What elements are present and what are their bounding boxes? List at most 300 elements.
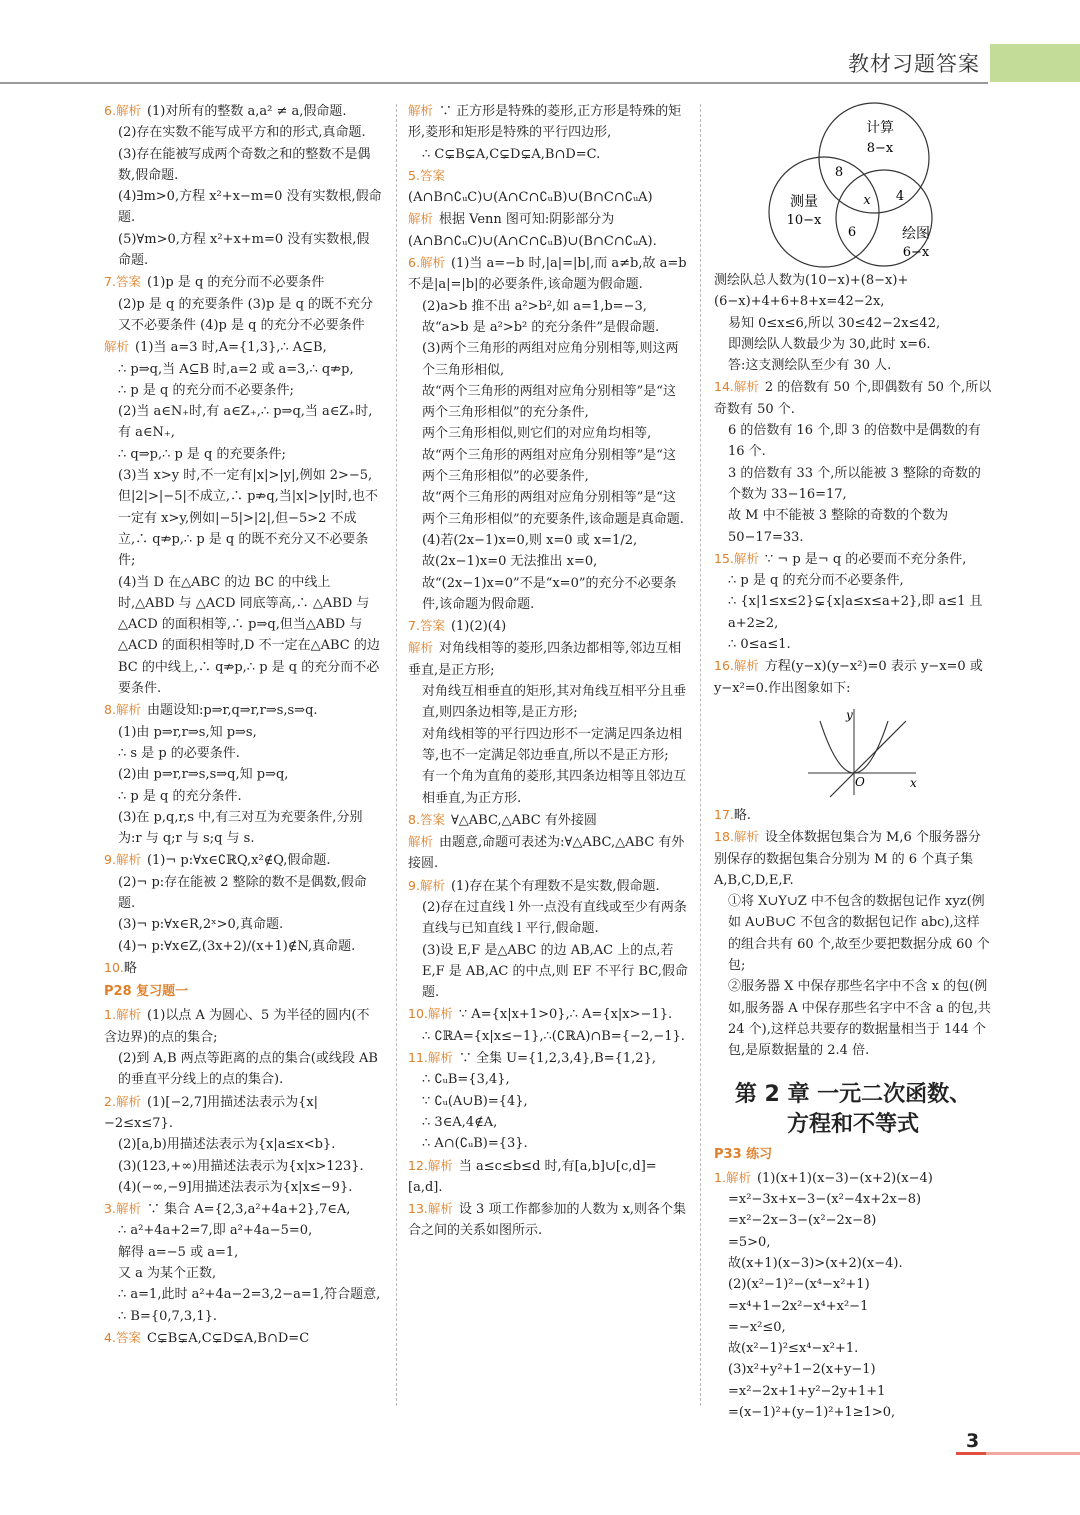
venn-label: x [863,193,871,208]
answer-line [714,1381,992,1402]
answer-line [104,722,382,743]
answer-line [714,463,992,506]
answer-text: 又 a 为某个正数, [118,1266,217,1282]
answer-line [714,420,992,463]
answer-line [714,548,992,570]
venn-label: 测量 [790,194,818,210]
question-number: 6. [104,103,116,118]
answer-text: =x²−3x+x−3−(x²−4x+2x−8) [728,1192,922,1208]
answer-line [714,1253,992,1274]
answer-tag: 解析 [115,1093,141,1109]
answer-text: (2)当 a∈N₊时,有 a∈Z₊,∴ p⇒q,当 a∈Z₊时,有 a∈N₊, [118,404,373,441]
answer-line [408,296,688,339]
answer-line [714,505,992,548]
answer-line [408,615,688,637]
answer-text: 故“两个三角形的两组对应角分别相等”是“这两个三角形相似”的充要条件,该命题是真命题. [422,490,684,527]
answer-item [408,165,688,209]
answer-text: ∴ p 是 q 的充分而不必要条件; [118,382,294,398]
question-number: 17. [714,806,734,822]
answer-text: (4)(−∞,−9]用描述法表示为{x|x≤−9}. [118,1179,353,1195]
question-number: 6. [408,255,420,271]
answer-line [408,809,688,831]
answer-line [408,1155,688,1199]
function-graph [802,703,922,798]
answer-line [408,766,688,809]
page-number-rule-accent [956,1452,986,1455]
answer-line [714,634,992,655]
answer-line [104,144,382,187]
answer-text: ∴ 0≤a≤1. [728,637,791,653]
question-number: 10. [104,959,124,975]
answer-line [104,1220,382,1241]
column-3 [714,100,992,1423]
chapter-title-line1: 第 2 章 一元二次函数、 [734,1081,972,1107]
answer-tag: 解析 [427,1006,453,1022]
answer-line [104,786,382,807]
origin-label: O [855,774,865,789]
answer-item [408,252,688,615]
answer-line [714,1210,992,1231]
answer-text: 2 的倍数有 50 个,即偶数有 50 个,所以奇数有 50 个. [714,380,992,417]
answer-line [104,100,382,122]
answer-line [714,1189,992,1210]
answer-text: ∴ s 是 p 的必要条件. [118,745,240,761]
answer-line [104,1048,382,1091]
answer-line [408,724,688,767]
answer-text: 略. [733,807,752,823]
answer-text: (4)∃m>0,方程 x²+x−m=0 没有实数根,假命题. [118,189,382,226]
section-heading: P33 练习 [714,1146,773,1162]
answer-text: ①将 X∪Y∪Z 中不包含的数据包记作 xyz(例如 A∪B∪C 不包含的数据包记作 abc),这样的组合共有 60 个,故至少要把数据分成 60 个包; [728,894,990,974]
answer-text: (2)¬ p:存在能被 2 整除的数不是偶数,假命题. [118,874,367,911]
answer-line [714,1274,992,1295]
answer-line [104,444,382,465]
answer-line [408,1091,688,1112]
answer-line [104,465,382,571]
answer-tag: 解析 [733,550,759,566]
venn-label: 4 [895,189,905,204]
answer-line [408,165,688,209]
answer-text: (3)¬ p:∀x∈R,2ˣ>0,真命题. [118,917,284,933]
answer-item [408,1003,688,1047]
answer-text: 答:这支测绘队至少有 30 人. [728,358,892,374]
answer-line [104,186,382,229]
answer-line [714,891,992,976]
answer-text: ②服务器 X 中保存那些名字中不含 x 的包(例如,服务器 A 中保存那些名字中不含 a 的包,共 24 个),这样总共要存的数据量相当于 144 个包,是原数据量的 2.4 倍. [728,979,991,1059]
answer-line [408,1047,688,1069]
answer-item [104,1004,382,1090]
answer-text: 有一个角为直角的菱形,其四条边相等且邻边互相垂直,为正方形. [422,769,687,806]
column-divider [700,104,701,1406]
column-1 [104,100,382,1349]
answer-line [714,1338,992,1359]
answer-tag: 解析 [427,1050,453,1066]
answer-text: (3)设 E,F 是△ABC 的边 AB,AC 上的点,若 E,F 是 AB,AC 的中点,则 EF 不平行 BC,假命题. [422,942,688,1001]
question-number: 7. [104,274,116,290]
answer-text: (1)当 a=−b 时,|a|=|b|,而 a≠b,故 a=b 不是|a|=|b|的必要条件,该命题为假命题. [408,256,687,293]
venn-label: 绘图 [902,226,930,242]
answer-group [104,100,382,979]
venn-label: 8−x [866,141,894,156]
answer-line [408,530,688,551]
answer-item [408,831,688,875]
question-number: 8. [408,811,420,827]
answer-line [104,1004,382,1048]
answer-text: (2)由 p⇒r,r⇒s,s⇒q,知 p⇒q, [118,767,289,783]
answer-text: 设全体数据包集合为 M,6 个服务器分别保存的数据包集合分别为 M 的 6 个真子集 A,B,C,D,E,F. [714,830,981,888]
answer-tag: 解析 [419,877,445,893]
answer-line [104,936,382,957]
venn-label: 10−x [786,213,822,228]
answer-text: (3)x²+y²+1−2(x+y−1) [728,1362,876,1378]
question-number: 13. [408,1201,428,1217]
answer-text: 两个三角形相似,则它们的对应角均相等, [422,426,652,442]
question-number: 4. [104,1329,116,1345]
answer-line [408,100,688,144]
answer-text: =x²−2x−3−(x²−2x−8) [728,1213,877,1229]
answer-item [408,1047,688,1154]
answer-line [104,872,382,915]
answer-line [714,655,992,699]
answer-line [104,1327,382,1349]
answer-item [714,270,992,376]
answer-line [714,1232,992,1253]
header-color-tab [990,44,1080,82]
answer-text: ∴ a²+4a+2=7,即 a²+4a−5=0, [118,1223,313,1239]
answer-text: (1)[−2,7]用描述法表示为{x|−2≤x≤7}. [104,1094,319,1131]
answer-line [104,699,382,721]
answer-text: C⊊B⊊A,C⊊D⊊A,B∩D=C [146,1330,310,1346]
question-number: 5. [408,167,420,183]
answer-group [714,1167,992,1424]
answer-item [714,826,992,1061]
answer-text: =(x−1)²+(y−1)²+1≥1>0, [728,1405,896,1421]
answer-text: (2)存在过直线 l 外一点没有直线或至少有两条直线与已知直线 l 平行,假命题. [422,899,687,937]
answer-item [104,849,382,956]
answer-line [408,445,688,488]
answer-text: ∴ p 是 q 的充分条件. [118,788,242,804]
answer-line [104,1091,382,1135]
answer-line [408,338,688,381]
venn-label: 计算 [866,120,894,136]
page-number: 3 [966,1430,980,1452]
answer-tag: 解析 [419,255,445,271]
answer-text: 略 [123,960,137,976]
answer-item [408,615,688,637]
answer-line [104,271,382,293]
answer-tag: 答案 [115,1329,141,1345]
answer-text: (4)当 D 在△ABC 的边 BC 的中线上时,△ABD 与 △ACD 同底等高,∴ △ABD 与△ACD 的面积相等,∴ p⇒q,但当△ABD 与△ACD 的面积相等时,D 不一定在△ABC 的边 BC 的中线上,∴ q⇏p,∴ p 是 q 的充分而不必要条件. [118,574,380,697]
answer-line [104,1156,382,1177]
answer-text: 故(x²−1)²≤x⁴−x²+1. [728,1341,859,1357]
answer-line [104,401,382,444]
answer-line [714,1402,992,1423]
answer-line [104,1242,382,1263]
question-number: 9. [408,877,420,893]
answer-text: (1)对所有的整数 a,a² ≠ a,假命题. [146,104,347,119]
answer-line [104,1306,382,1327]
answer-group [714,804,992,1062]
answer-line [408,423,688,444]
x-axis-label: x [910,775,917,790]
answer-tag: 解析 [104,339,130,355]
answer-line [104,1198,382,1220]
answer-tag: 答案 [115,274,141,290]
answer-line [408,637,688,681]
answer-text: 测绘队总人数为(10−x)+(8−x)+(6−x)+4+6+8+x=42−2x, [714,273,909,310]
answer-line [408,381,688,424]
answer-item [714,804,992,826]
answer-item [104,957,382,979]
answer-text: =5>0, [728,1234,771,1250]
answer-tag: 解析 [408,834,434,850]
answer-line [714,804,992,826]
answer-line [104,764,382,785]
answer-line [714,826,992,891]
answer-line [714,313,992,334]
answer-text: ∵ 正方形是特殊的菱形,正方形是特殊的矩形,菱形和矩形是特殊的平行四边形, [408,104,682,141]
answer-text: ∴ ∁ᵤB={3,4}, [422,1072,510,1088]
answer-text: 3 的倍数有 33 个,所以能被 3 整除的奇数的个数为 33−16=17, [728,465,981,502]
answer-text: (1)(2)(4) [450,619,507,635]
answer-line [104,743,382,764]
line-y-equals-x [830,721,906,797]
answer-text: ∵ ∁ᵤ(A∪B)={4}, [422,1093,528,1109]
answer-text: (1)p 是 q 的充分而不必要条件 [146,275,325,291]
answer-item [104,100,382,271]
answer-text: 故 M 中不能被 3 整除的奇数的个数为 50−17=33. [728,508,949,545]
answer-line [408,144,688,165]
answer-line [714,376,992,420]
question-number: 10. [408,1006,428,1022]
answer-item [408,875,688,1004]
section-heading: P28 复习题一 [104,984,189,1000]
answer-line [714,570,992,591]
answer-tag: 解析 [427,1201,453,1217]
answer-line [104,572,382,700]
answer-tag: 解析 [115,702,141,718]
answer-text: (1)¬ p:∀x∈∁ℝQ,x²∉Q,假命题. [146,853,331,869]
answer-text: (3)当 x>y 时,不一定有|x|>|y|,例如 2>−5,但|2|>|−5|不成立,∴ p⇏q,当|x|>|y|时,也不一定有 x>y,例如|−5|>|2|,但−5>2 不成立,∴ q⇏p,∴ p 是 q 的既不充分又不必要条件; [118,468,379,569]
answer-text: (1)(x+1)(x−3)−(x+2)(x−4) [756,1170,933,1186]
answer-tag: 解析 [733,829,759,845]
answer-text: (3)(123,+∞)用描述法表示为{x|x>123}. [118,1158,364,1174]
answer-text: 故“两个三角形的两组对应角分别相等”是“这两个三角形相似”的必要条件, [422,447,676,485]
venn-label: 8 [834,165,844,180]
answer-line [104,359,382,380]
answer-tag: 解析 [427,1157,453,1173]
answer-text: ∀△ABC,△ABC 有外接圆 [450,812,597,828]
answer-text: (3)两个三角形的两组对应角分别相等,则这两个三角形相似, [422,341,679,378]
answer-text: ∴ C⊊B⊊A,C⊊D⊊A,B∩D=C. [422,146,601,162]
answer-text: (2)p 是 q 的充要条件 (3)p 是 q 的既不充分又不必要条件 (4)p 是 q 的充分不必要条件 [118,296,374,333]
answer-text: 故(2x−1)x=0 无法推出 x=0, [422,554,598,570]
answer-text: (2)存在实数不能写成平方和的形式,真命题. [118,125,366,141]
answer-line [714,1167,992,1189]
answer-text: ∴ B={0,7,3,1}. [118,1308,218,1324]
answer-item [408,1198,688,1242]
answer-line [104,229,382,272]
answer-text: 当 a≤c≤b≤d 时,有[a,b]∪[c,d]=[a,d]. [408,1158,657,1195]
answer-group [104,1004,382,1349]
answer-text: (1)存在某个有理数不是实数,假命题. [450,878,660,894]
answer-item [714,1167,992,1424]
answer-tag: 解析 [733,658,759,674]
answer-line [408,252,688,296]
answer-text: (2)[a,b)用描述法表示为{x|a≤x<b}. [118,1137,336,1153]
answer-tag: 解析 [115,852,141,868]
page-header-title: 教材习题答案 [848,52,980,76]
answer-item [104,336,382,699]
answer-tag: 解析 [115,103,141,118]
answer-item [408,1155,688,1199]
venn-label: 6 [847,225,857,240]
answer-text: 由题意,命题可表述为:∀△ABC,△ABC 有外接圆. [408,835,685,872]
question-number: 2. [104,1093,116,1109]
answer-line [104,294,382,337]
answer-line [714,1359,992,1380]
answer-text: =x⁴+1−2x²−x⁴+x²−1 [728,1298,869,1314]
answer-text: ∵ A={x|x+1>0},∴ A={x|x>−1}. [458,1007,673,1023]
answer-tag: 解析 [733,379,759,395]
answer-text: ∴ p⇒q,当 A⊆B 时,a=2 或 a=3,∴ q⇏p, [118,361,354,377]
answer-line [104,336,382,358]
answer-text: =x²−2x+1+y²−2y+1+1 [728,1383,886,1399]
answer-item [714,376,992,547]
answer-line [408,940,688,1004]
answer-line [104,957,382,979]
answer-line [714,1296,992,1317]
question-number: 14. [714,379,734,395]
venn-diagram [764,100,944,268]
answer-text: 即测绘队人数最少为 30,此时 x=6. [728,336,931,352]
answer-text: (3)在 p,q,r,s 中,有三对互为充要条件,分别为:r 与 q;r 与 s;q 与 s. [118,809,363,847]
answer-text: 解得 a=−5 或 a=1, [118,1244,239,1260]
question-number: 8. [104,702,116,718]
answer-text: 根据 Venn 图可知:阴影部分为(A∩B∩∁ᵤC)∪(A∩C∩∁ᵤB)∪(B∩C∩∁ᵤA). [408,212,657,249]
answer-group [408,100,688,1242]
answer-line [408,681,688,724]
answer-line [408,875,688,897]
answer-line [104,1177,382,1198]
answer-text: 易知 0≤x≤6,所以 30≤42−2x≤42, [728,315,941,331]
answer-item [714,548,992,655]
answer-text: 故“两个三角形的两组对应角分别相等”是“这两个三角形相似”的充分条件, [422,383,676,421]
answer-item [104,1091,382,1198]
answer-line [408,208,688,252]
answer-line [408,897,688,940]
answer-line [104,1263,382,1284]
answer-text: (4)若(2x−1)x=0,则 x=0 或 x=1/2, [422,532,638,548]
answer-line [408,1133,688,1154]
answer-line [408,487,688,530]
answer-tag: 解析 [408,640,434,656]
question-number: 16. [714,658,734,674]
answer-item [714,655,992,699]
column-2 [408,100,688,1242]
venn-label: 6−x [902,245,930,260]
answer-line [408,1069,688,1090]
answer-text: 故(x+1)(x−3)>(x+2)(x−4). [728,1255,903,1271]
answer-text: (1)以点 A 为圆心、5 为半径的圆内(不含边界)的点的集合; [104,1008,370,1045]
answer-text: 故“(2x−1)x=0”不是“x=0”的充分不必要条件,该命题为假命题. [422,575,677,612]
chapter-title-line2: 方程和不等式 [786,1111,919,1137]
answer-text: ∴ 3∈A,4∉A, [422,1114,498,1130]
answer-line [714,334,992,355]
answer-line [714,591,992,634]
answer-item [104,1327,382,1349]
answer-line [408,1198,688,1242]
answer-line [104,807,382,850]
answer-item [408,100,688,165]
answer-text: 设 3 项工作都参加的人数为 x,则各个集合之间的关系如图所示. [408,1202,687,1239]
question-number: 1. [104,1007,116,1023]
answer-line [714,976,992,1061]
answer-line [408,831,688,875]
answer-line [408,1026,688,1047]
header-rule [0,82,988,84]
answer-text: ∴ p 是 q 的充分而不必要条件, [728,573,904,589]
answer-line [714,1317,992,1338]
answer-item [104,699,382,849]
answer-text: ∴ {x|1≤x≤2}⊊{x|a≤x≤a+2},即 a≤1 且 a+2≥2, [728,594,983,631]
question-number: 3. [104,1201,116,1217]
answer-text: 由题设知:p⇒r,q⇒r,r⇒s,s⇒q. [146,703,318,719]
answer-text: ∴ a=1,此时 a²+4a−2=3,2−a=1,符合题意, [118,1287,381,1303]
answer-text: =−x²≤0, [728,1319,786,1335]
question-number: 9. [104,852,116,868]
answer-text: 对角线互相垂直的矩形,其对角线互相平分且垂直,则四条边相等,是正方形; [422,684,687,721]
answer-text: (3)存在能被写成两个奇数之和的整数不是偶数,假命题. [118,146,371,183]
answer-line [104,1284,382,1305]
answer-text: 方程(y−x)(y−x²)=0 表示 y−x=0 或 y−x²=0.作出图象如下: [714,659,983,696]
question-number: 1. [714,1169,726,1185]
answer-text: (1)当 a=3 时,A={1,3},∴ A⊆B, [135,340,327,356]
answer-group [714,270,992,699]
answer-line [408,551,688,572]
answer-text: (4)¬ p:∀x∈Z,(3x+2)/(x+1)∉N,真命题. [118,938,356,954]
answer-tag: 解析 [115,1201,141,1217]
answer-item [408,809,688,831]
answer-text: ∴ q⇒p,∴ p 是 q 的充要条件; [118,446,286,462]
question-number: 7. [408,618,420,634]
answer-text: 对角线相等的平行四边形不一定满足四条边相等,也不一定满足邻边垂直,所以不是正方形; [422,726,683,763]
answer-text: (5)∀m>0,方程 x²+x+m=0 没有实数根,假命题. [118,231,370,269]
answer-tag: 答案 [419,618,445,634]
answer-text: 对角线相等的菱形,四条边都相等,邻边互相垂直,是正方形; [408,641,682,678]
answer-text: (1)由 p⇒r,r⇒s,知 p⇒s, [118,724,257,740]
answer-line [408,1003,688,1025]
answer-text: (2)a>b 推不出 a²>b²,如 a=1,b=−3,故“a>b 是 a²>b² 的充分条件”是假命题. [422,298,660,335]
answer-text: ∵ 集合 A={2,3,a²+4a+2},7∈A, [146,1202,351,1218]
answer-line [408,1112,688,1133]
answer-text: 6 的倍数有 16 个,即 3 的倍数中是偶数的有 16 个. [728,423,981,460]
answer-text: (2)(x²−1)²−(x⁴−x²+1) [728,1277,870,1293]
answer-line [104,914,382,935]
answer-text: ∵ 全集 U={1,2,3,4},B={1,2}, [458,1051,656,1067]
y-axis-label: y [846,707,853,722]
answer-tag: 答案 [419,167,445,183]
answer-tag: 答案 [419,811,445,827]
answer-item [408,637,688,808]
answer-line [104,122,382,143]
answer-item [104,1198,382,1327]
answer-line [104,849,382,871]
answer-text: ∵ ¬ p 是¬ q 的必要而不充分条件, [764,551,967,567]
chapter-title [714,1080,992,1140]
column-divider [396,104,397,1406]
question-number: 18. [714,829,734,845]
